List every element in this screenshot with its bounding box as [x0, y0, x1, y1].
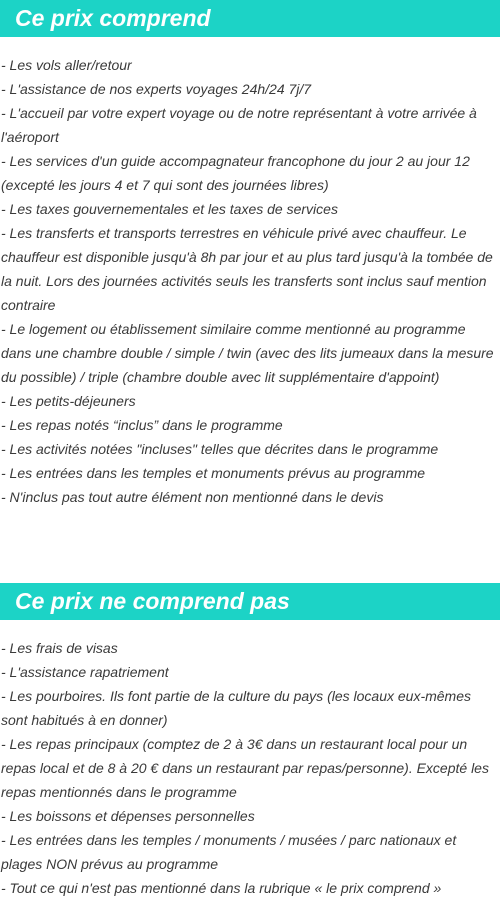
includes-heading: Ce prix comprend [0, 0, 500, 37]
list-item: - Les taxes gouvernementales et les taxes de services [1, 201, 338, 217]
list-item: - L'assistance de nos experts voyages 24h/24 7j/7 [1, 81, 312, 97]
list-item: - Les entrées dans les temples / monuments / musées / parc nationaux et plages NON prévus au programme [1, 832, 457, 872]
list-item: - Les petits-déjeuners [1, 393, 136, 409]
list-item: - Les boissons et dépenses personnelles [1, 808, 255, 824]
list-item: - Les entrées dans les temples et monuments prévus au programme [1, 465, 426, 481]
list-item: - Les repas notés “inclus” dans le programme [1, 417, 283, 433]
list-item: - Le logement ou établissement similaire comme mentionné au programme dans une chambre double / simple / twin (avec des lits jumeaux dans la mesure du possible) / triple (chambre double avec lit supplémentaire d'appoint) [1, 321, 494, 385]
list-item: - L'assistance rapatriement [1, 664, 169, 680]
excludes-heading: Ce prix ne comprend pas [0, 583, 500, 620]
excludes-list [0, 620, 500, 900]
list-item: - Les activités notées "incluses" telles que décrites dans le programme [1, 441, 439, 457]
includes-list [0, 37, 500, 509]
list-item: - Les repas principaux (comptez de 2 à 3€ dans un restaurant local pour un repas local et de 8 à 20 € dans un restaurant par repas/personne). Excepté les repas mentionnés dans le programme [1, 736, 489, 800]
list-item: - Tout ce qui n'est pas mentionné dans la rubrique « le prix comprend » [1, 880, 442, 896]
list-item: - Les pourboires. Ils font partie de la culture du pays (les locaux eux-mêmes sont habitués à en donner) [1, 688, 472, 728]
list-item: - N'inclus pas tout autre élément non mentionné dans le devis [1, 489, 384, 505]
list-item: - Les vols aller/retour [1, 57, 132, 73]
list-item: - L'accueil par votre expert voyage ou de notre représentant à votre arrivée à l'aéroport [1, 105, 477, 145]
list-item: - Les frais de visas [1, 640, 118, 656]
list-item: - Les transferts et transports terrestres en véhicule privé avec chauffeur. Le chauffeur est disponible jusqu'à 8h par jour et au plus tard jusqu'à la tombée de la nuit. Lors des journées activités seuls les transferts sont inclus sauf mention contraire [1, 225, 493, 313]
list-item: - Les services d'un guide accompagnateur francophone du jour 2 au jour 12 (excepté les jours 4 et 7 qui sont des journées libres) [1, 153, 470, 193]
